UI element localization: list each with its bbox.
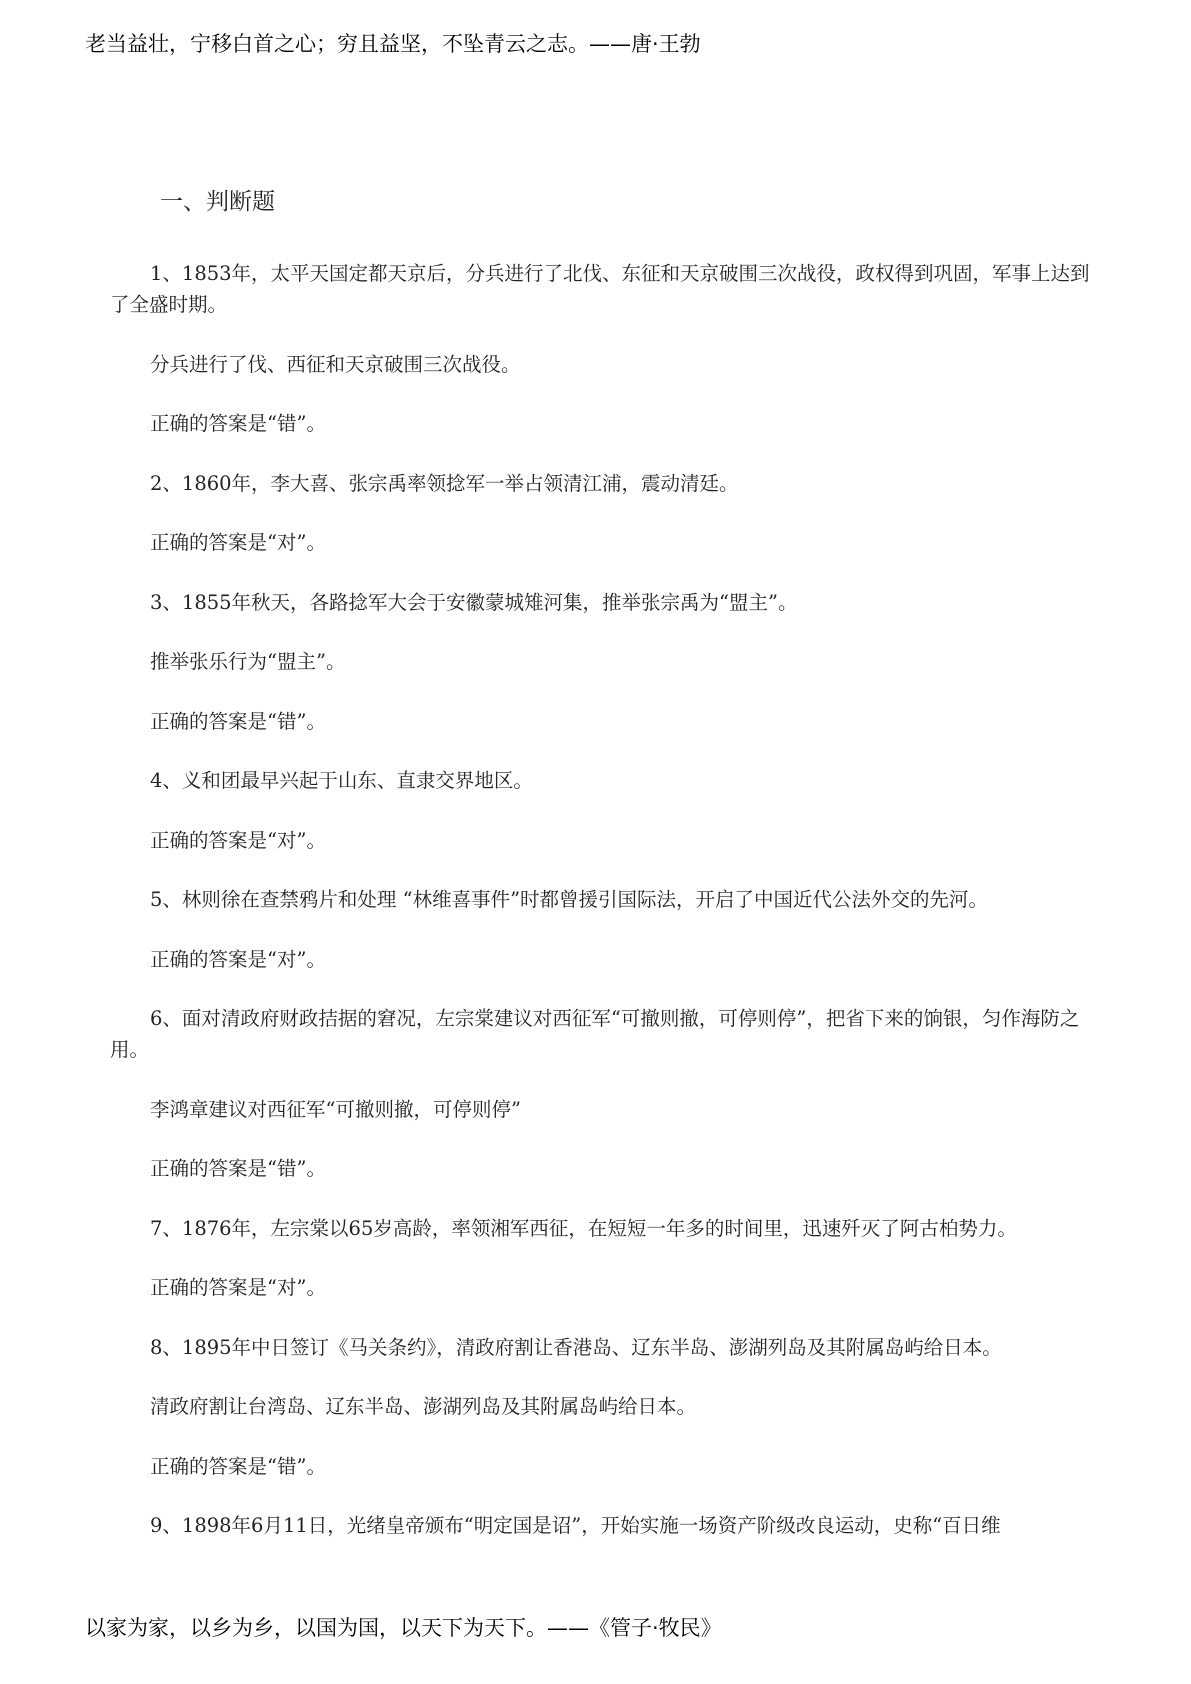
question-3: 3、1855年秋天，各路捻军大会于安徽蒙城雉河集，推举张宗禹为“盟主”。	[150, 590, 798, 614]
question-6: 6、面对清政府财政拮据的窘况，左宗棠建议对西征军“可撤则撤，可停则停”，把省下来的饷银，匀作海防之用。	[110, 1007, 1080, 1061]
section-title: 一、判断题	[160, 189, 275, 215]
question-1: 1、1853年，太平天国定都天京后，分兵进行了北伐、东征和天京破围三次战役，政权得到巩固，军事上达到了全盛时期。	[110, 262, 1090, 316]
correction-8: 清政府割让台湾岛、辽东半岛、澎湖列岛及其附属岛屿给日本。	[150, 1395, 697, 1418]
correction-3: 推举张乐行为“盟主”。	[150, 650, 346, 673]
answer-2: 正确的答案是“对”。	[150, 531, 326, 554]
answer-7: 正确的答案是“对”。	[150, 1276, 326, 1299]
answer-1: 正确的答案是“错”。	[150, 412, 326, 435]
question-9: 9、1898年6月11日，光绪皇帝颁布“明定国是诏”，开始实施一场资产阶级改良运动，史称“百日维	[150, 1514, 1001, 1537]
answer-6: 正确的答案是“错”。	[150, 1157, 326, 1180]
answer-8: 正确的答案是“错”。	[150, 1454, 326, 1478]
document-body	[110, 258, 1090, 1570]
footer-quote: 以家为家，以乡为乡，以国为国，以天下为天下。——《管子·牧民》	[85, 1616, 722, 1640]
question-8: 8、1895年中日签订《马关条约》，清政府割让香港岛、辽东半岛、澎湖列岛及其附属岛屿给日本。	[150, 1335, 1002, 1359]
question-2: 2、1860年，李大喜、张宗禹率领捻军一举占领清江浦，震动清廷。	[150, 471, 739, 495]
correction-6: 李鸿章建议对西征军“可撤则撤，可停则停”	[150, 1097, 521, 1121]
answer-5: 正确的答案是“对”。	[150, 947, 326, 971]
answer-3: 正确的答案是“错”。	[150, 709, 326, 733]
header-quote: 老当益壮，宁移白首之心；穷且益坚，不坠青云之志。——唐·王勃	[85, 32, 701, 56]
question-5: 5、林则徐在查禁鸦片和处理 “林维喜事件”时都曾援引国际法，开启了中国近代公法外交的先河。	[150, 888, 989, 911]
answer-4: 正确的答案是“对”。	[150, 828, 326, 852]
question-4: 4、义和团最早兴起于山东、直隶交界地区。	[150, 769, 533, 792]
question-7: 7、1876年，左宗棠以65岁高龄，率领湘军西征，在短短一年多的时间里，迅速歼灭了阿古柏势力。	[150, 1216, 1017, 1240]
correction-1: 分兵进行了伐、西征和天京破围三次战役。	[150, 352, 521, 376]
